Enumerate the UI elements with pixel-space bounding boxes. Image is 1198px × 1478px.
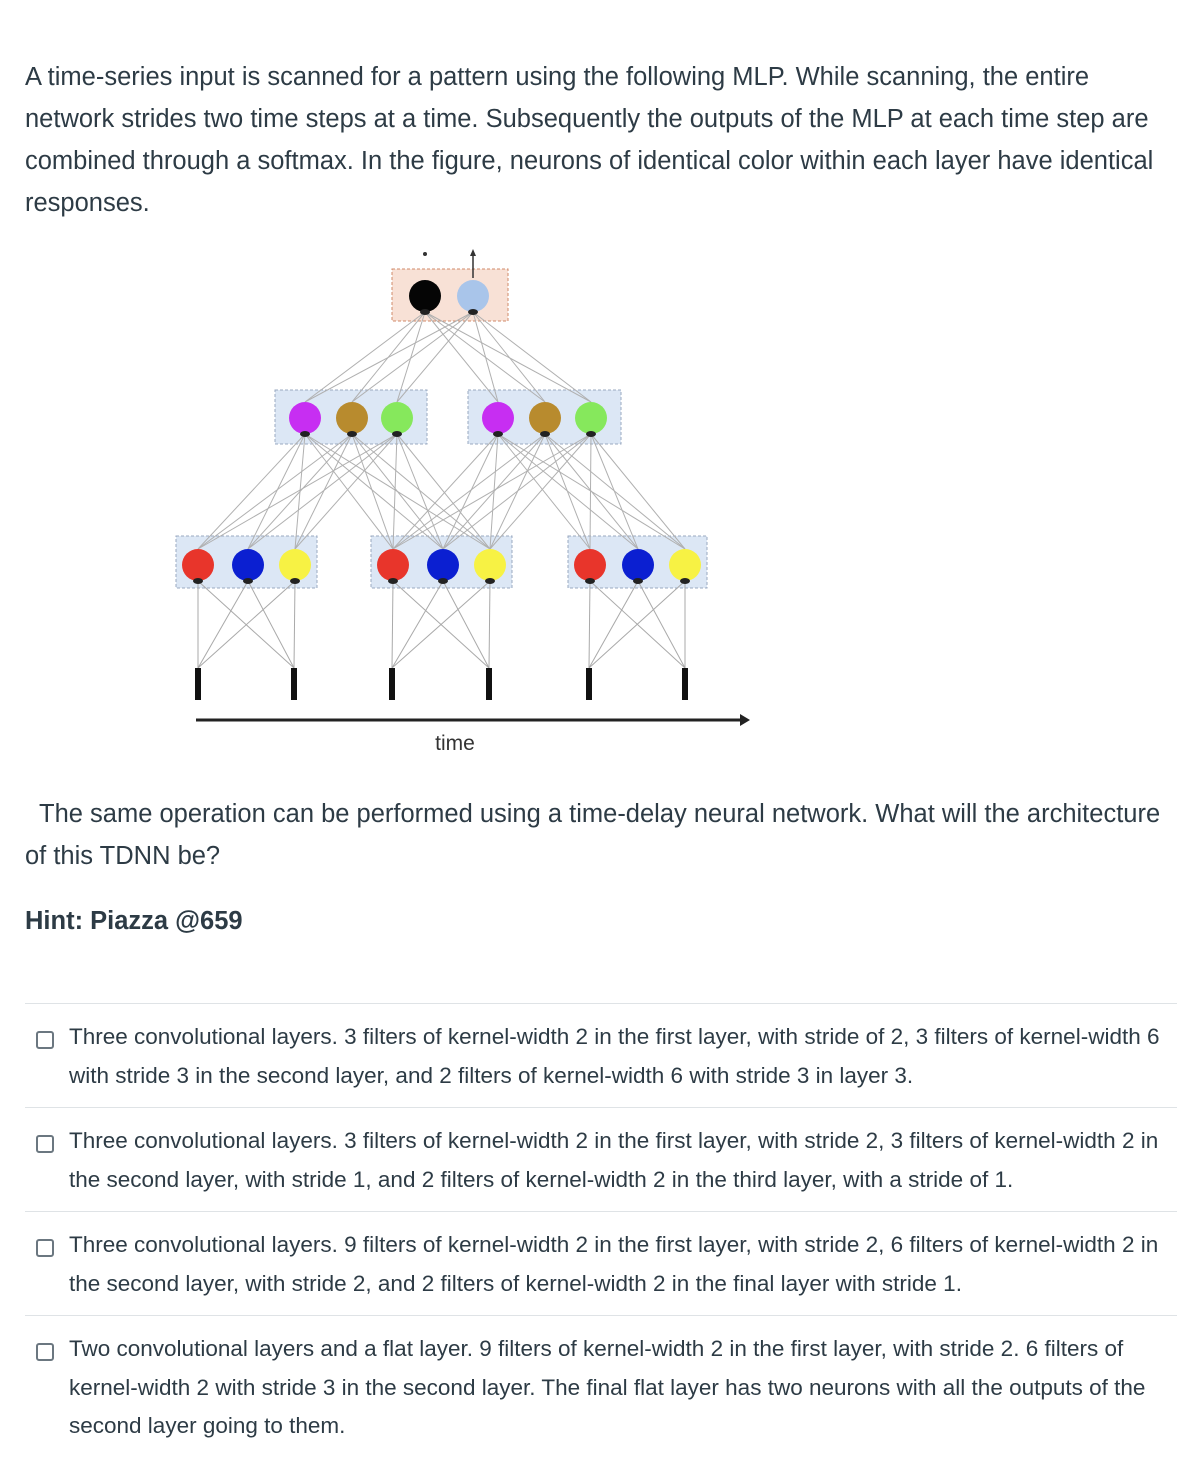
hidden-edge [295, 434, 397, 549]
input-sample [291, 668, 297, 700]
layer1-neuron-base [438, 578, 448, 584]
output-neuron [457, 280, 489, 312]
layer2-neuron [336, 402, 368, 434]
layer1-neuron-base [290, 578, 300, 584]
output-arrow-dot [423, 252, 427, 256]
option-label: Three convolutional layers. 3 filters of kernel-width 2 in the first layer, with stride 2, 3 filters of kernel-width 2 in the second layer, with stride 1, and 2 filters of kernel-width 2 in the third layer, with a stride of 1. [69, 1128, 1159, 1192]
answer-options [25, 1003, 1177, 1458]
layer1-neuron [377, 549, 409, 581]
input-sample [195, 668, 201, 700]
hint-text: Hint: Piazza @659 [25, 907, 243, 935]
hidden-edge [591, 434, 638, 549]
question-text: The same operation can be performed using a time-delay neural network. What will the architecture of this TDNN be? [25, 800, 1161, 870]
answer-option-1[interactable] [25, 1003, 1177, 1107]
output-edge [473, 312, 591, 402]
time-axis-arrowhead [740, 714, 750, 726]
checkbox[interactable] [36, 1239, 54, 1257]
layer2-neuron-base [300, 431, 310, 437]
hidden-edge [305, 434, 393, 549]
checkbox[interactable] [36, 1343, 54, 1361]
layer1-neuron-base [243, 578, 253, 584]
hidden-edge [443, 434, 498, 549]
hidden-edge [397, 434, 490, 549]
hidden-edge [248, 434, 352, 549]
checkbox[interactable] [36, 1031, 54, 1049]
intro-text: A time-series input is scanned for a pattern using the following MLP. While scanning, the entire network strides two time steps at a time. Subsequently the outputs of the MLP at each time step are combined through a softmax. In the figure, neurons of identical color within each layer have identical responses. [25, 63, 1154, 217]
layer1-neuron-base [388, 578, 398, 584]
output-edge [305, 312, 425, 402]
layer1-neuron [622, 549, 654, 581]
hidden-edge [591, 434, 685, 549]
layer1-neuron [232, 549, 264, 581]
hidden-edge [393, 434, 397, 549]
layer1-neuron [574, 549, 606, 581]
hidden-edge [393, 434, 498, 549]
layer1-neuron-base [680, 578, 690, 584]
option-label: Two convolutional layers and a flat layer. 9 filters of kernel-width 2 in the first layer, with stride 2. 6 filters of kernel-width 2 with stride 3 in the second layer. The final flat layer has two neurons with all the outputs of the second layer going to them. [69, 1336, 1146, 1438]
layer2-neuron-base [540, 431, 550, 437]
input-edge [589, 581, 638, 668]
hidden-edge [397, 434, 443, 549]
layer2-neuron [482, 402, 514, 434]
output-edge [305, 312, 473, 402]
input-sample [682, 668, 688, 700]
hidden-edge [443, 434, 591, 549]
layer1-neuron [474, 549, 506, 581]
output-edge [425, 312, 591, 402]
answer-option-2[interactable] [25, 1107, 1177, 1211]
layer2-neuron [381, 402, 413, 434]
network-diagram [0, 240, 1198, 780]
output-neuron-base [468, 309, 478, 315]
input-edge [392, 581, 393, 668]
input-edge [638, 581, 685, 668]
layer1-neuron-base [485, 578, 495, 584]
input-edge [248, 581, 294, 668]
output-edge [473, 312, 498, 402]
layer2-neuron-base [347, 431, 357, 437]
hidden-edge [198, 434, 305, 549]
layer2-neuron [529, 402, 561, 434]
layer1-neuron-base [585, 578, 595, 584]
output-arrowhead [470, 249, 476, 256]
output-neuron-base [420, 309, 430, 315]
hidden-edge [352, 434, 443, 549]
layer1-neuron [279, 549, 311, 581]
input-edge [392, 581, 443, 668]
output-neuron [409, 280, 441, 312]
layer2-neuron-base [493, 431, 503, 437]
option-label: Three convolutional layers. 3 filters of kernel-width 2 in the first layer, with stride of 2, 3 filters of kernel-width 6 with stride 3 in the second layer, and 2 filters of kernel-width 6 with stride 3 in layer 3. [69, 1024, 1160, 1088]
output-edge [397, 312, 425, 402]
output-edge [352, 312, 473, 402]
input-edge [489, 581, 490, 668]
answer-option-3[interactable] [25, 1211, 1177, 1315]
hidden-edge [393, 434, 591, 549]
input-edge [198, 581, 248, 668]
input-edge [589, 581, 590, 668]
input-edge [443, 581, 489, 668]
input-edge [294, 581, 295, 668]
layer1-neuron-base [633, 578, 643, 584]
hidden-edge [545, 434, 590, 549]
answer-option-4[interactable] [25, 1315, 1177, 1458]
layer2-neuron-base [392, 431, 402, 437]
layer2-neuron [575, 402, 607, 434]
layer2-neuron-base [586, 431, 596, 437]
layer1-neuron [182, 549, 214, 581]
layer1-neuron [669, 549, 701, 581]
layer2-neuron [289, 402, 321, 434]
output-edge [473, 312, 545, 402]
hidden-edge [198, 434, 352, 549]
layer1-neuron [427, 549, 459, 581]
checkbox[interactable] [36, 1135, 54, 1153]
input-sample [389, 668, 395, 700]
option-label: Three convolutional layers. 9 filters of kernel-width 2 in the first layer, with stride 2, 6 filters of kernel-width 2 in the second layer, with stride 2, and 2 filters of kernel-width 2 in the final layer with stride 1. [69, 1232, 1159, 1296]
input-sample [586, 668, 592, 700]
time-axis-label: time [435, 732, 475, 755]
mlp-scanning-figure [0, 240, 1198, 780]
hidden-edge [198, 434, 397, 549]
input-sample [486, 668, 492, 700]
hidden-edge [443, 434, 545, 549]
hidden-edge [590, 434, 591, 549]
hidden-edge [545, 434, 638, 549]
layer1-neuron-base [193, 578, 203, 584]
